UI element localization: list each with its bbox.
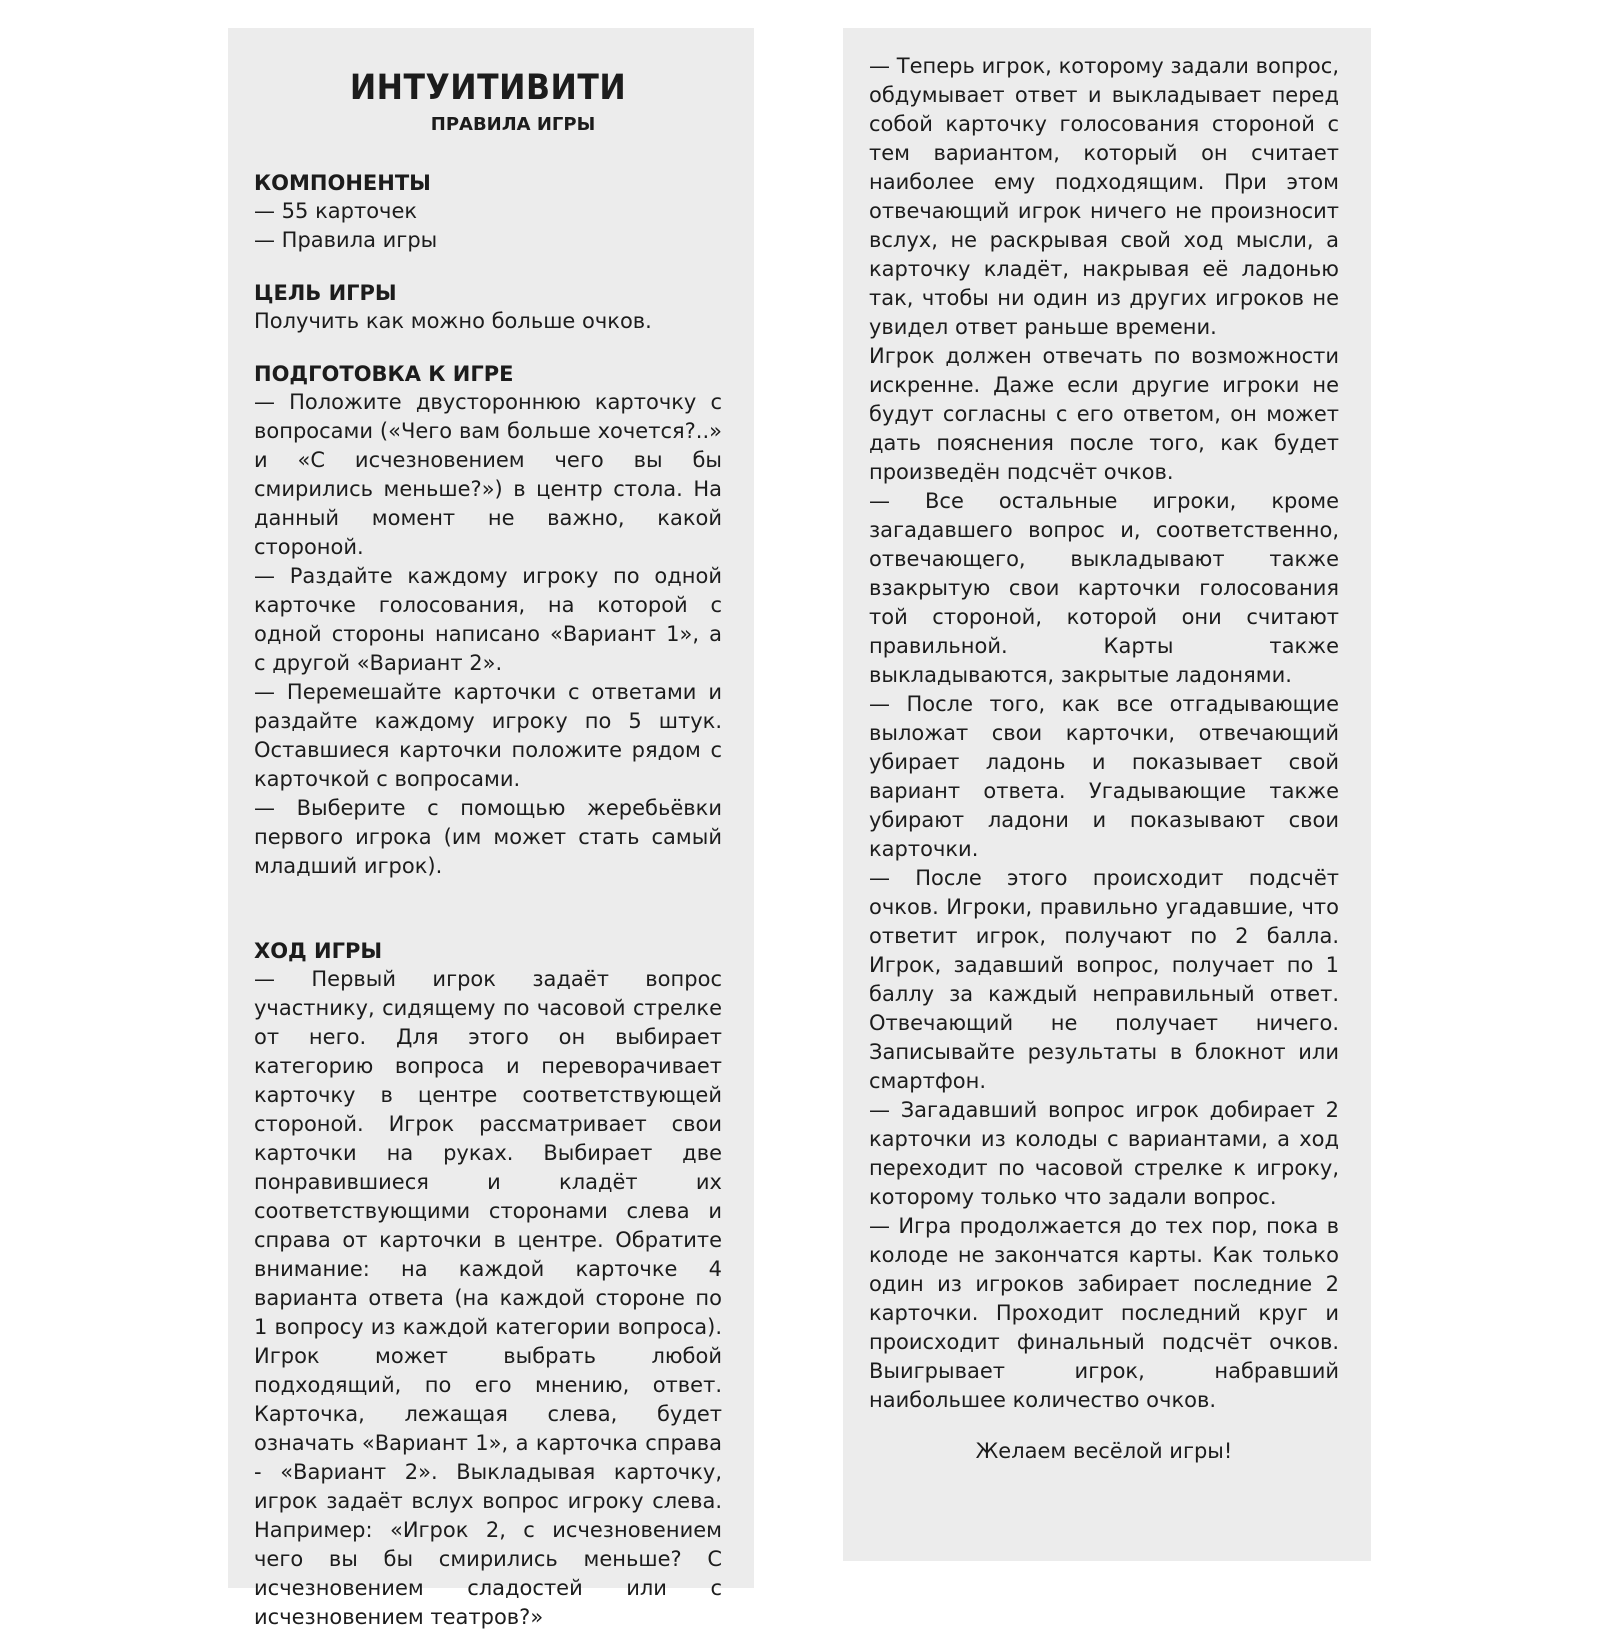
setup-heading: ПОДГОТОВКА К ИГРЕ [254, 362, 514, 386]
rules-subtitle: ПРАВИЛА ИГРЫ [430, 114, 596, 135]
components-heading: КОМПОНЕНТЫ [254, 171, 431, 195]
rules-page-right [843, 28, 1371, 1561]
setup-item: — Выберите с помощью жеребьёвки первого игрока (им может стать самый младший игрок). [254, 796, 722, 878]
turn-text: — Первый игрок задаёт вопрос участнику, сидящему по часовой стрелке от него. Для этого он выбирает категорию вопроса и переворачивает карточку в центре соответствующей стороной. Игрок рассматривает свои карточки на руках. Выбирает две понравившиеся и кладёт их соответствующими сторонами слева и справа от карточки в центре. Обратите внимание: на каждой карточке 4 варианта ответа (на каждой стороне по 1 вопросу из каждой категории вопроса). Игрок может выбрать любой подходящий, по его мнению, ответ. Карточка, лежащая слева, будет означать «Вариант 1», а карточка справа - «Вариант 2». Выкладывая карточку, игрок задаёт вслух вопрос игроку слева. Например: «Игрок 2, с исчезновением чего вы бы смирились меньше? С исчезновением сладостей или с исчезновением театров?» [254, 967, 722, 1629]
component-item: — Правила игры [254, 228, 438, 252]
component-item: — 55 карточек [254, 199, 418, 223]
rules-paragraph: — После того, как все отгадывающие выложат свои карточки, отвечающий убирает ладонь и показывает свой вариант ответа. Угадывающие также убирают ладони и показывают свои карточки. [869, 692, 1339, 861]
turn-heading: ХОД ИГРЫ [254, 939, 383, 963]
closing-wish: Желаем весёлой игры! [975, 1439, 1233, 1463]
rules-page-left [228, 28, 754, 1629]
rules-paragraph: — Все остальные игроки, кроме загадавшего вопрос и, соответственно, отвечающего, выкладывают также взакрытую свои карточки голосования той стороной, которой они считают правильной. Карты также выкладываются, закрытые ладонями. [869, 489, 1339, 687]
rules-paragraph: — После этого происходит подсчёт очков. Игроки, правильно угадавшие, что ответит игрок, получают по 2 балла. Игрок, задавший вопрос, получает по 1 баллу за каждый неправильный ответ. Отвечающий не получает ничего. Записывайте результаты в блокнот или смартфон. [869, 866, 1339, 1093]
rules-paragraph: Игрок должен отвечать по возможности искренне. Даже если другие игроки не будут согласны с его ответом, он может дать пояснения после того, как будет произведён подсчёт очков. [869, 344, 1339, 484]
rules-paragraph: — Игра продолжается до тех пор, пока в колоде не закончатся карты. Как только один из игроков забирает последние 2 карточки. Проходит последний круг и происходит финальный подсчёт очков. Выигрывает игрок, набравший наибольшее количество очков. [869, 1214, 1339, 1412]
game-title: ИНТУИТИВИТИ [349, 68, 627, 108]
goal-heading: ЦЕЛЬ ИГРЫ [254, 281, 397, 305]
goal-text: Получить как можно больше очков. [254, 309, 652, 333]
rules-paragraph: — Теперь игрок, которому задали вопрос, обдумывает ответ и выкладывает перед собой карточку голосования стороной с тем вариантом, который он считает наиболее ему подходящим. При этом отвечающий игрок ничего не произносит вслух, не раскрывая свой ход мысли, а карточку кладёт, накрывая её ладонью так, чтобы ни один из других игроков не увидел ответ раньше времени. [869, 54, 1339, 339]
setup-item: — Перемешайте карточки с ответами и раздайте каждому игроку по 5 штук. Оставшиеся карточки положите рядом с карточкой с вопросами. [254, 680, 722, 791]
setup-item: — Раздайте каждому игроку по одной карточке голосования, на которой с одной стороны написано «Вариант 1», а с другой «Вариант 2». [254, 564, 722, 675]
setup-item: — Положите двустороннюю карточку с вопросами («Чего вам больше хочется?..» и «С исчезновением чего вы бы смирились меньше?») в центр стола. На данный момент не важно, какой стороной. [254, 390, 722, 559]
rules-paragraph: — Загадавший вопрос игрок добирает 2 карточки из колоды с вариантами, а ход переходит по часовой стрелке к игроку, которому только что задали вопрос. [869, 1098, 1339, 1209]
